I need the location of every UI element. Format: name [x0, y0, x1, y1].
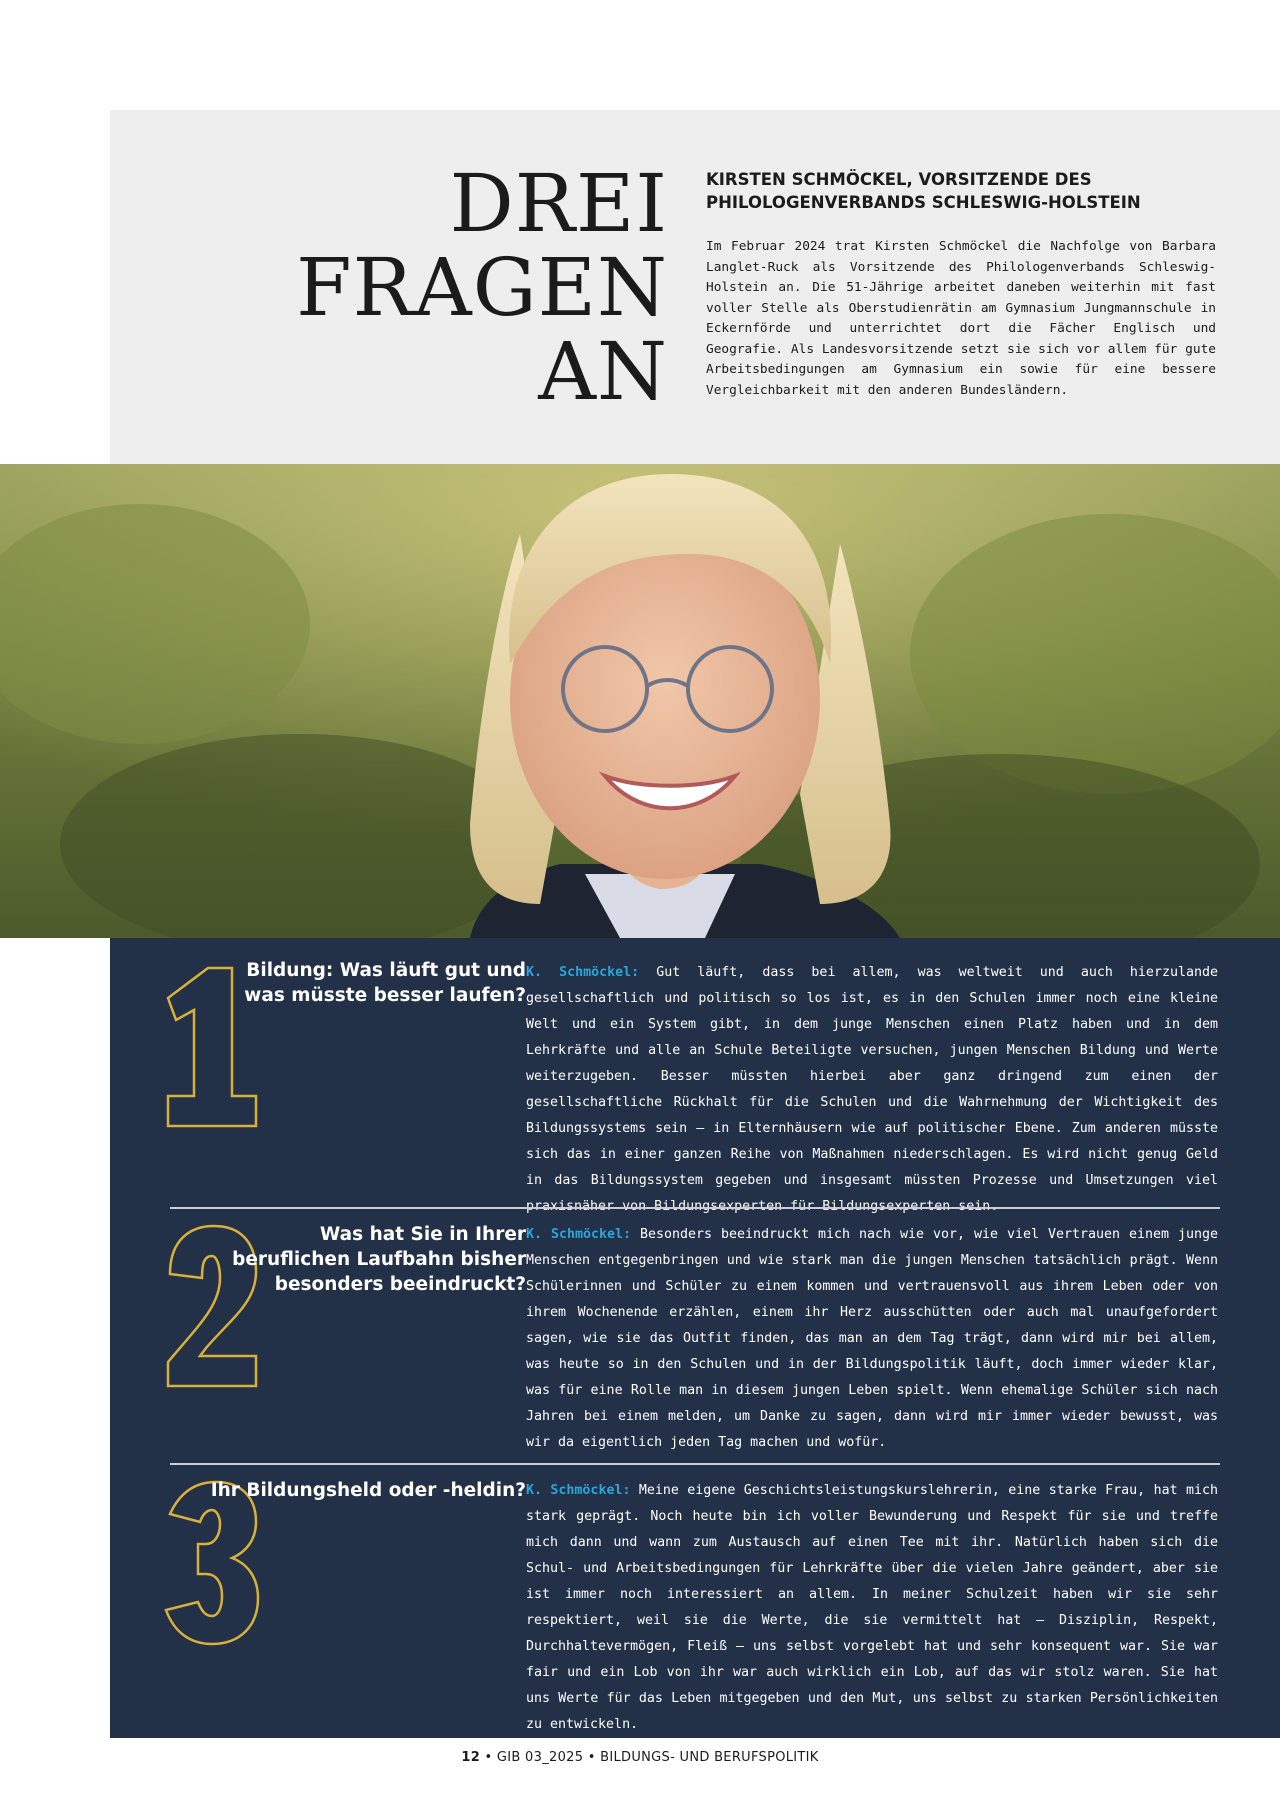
portrait-photo	[0, 464, 1280, 938]
question-2: Was hat Sie in Ihrer beruflichen Laufbahn bisher besonders beeindruckt?	[232, 1224, 526, 1295]
answer-2	[526, 1222, 1218, 1456]
intro-paragraph: Im Februar 2024 trat Kirsten Schmöckel die Nachfolge von Barbara Langlet-Ruck als Vorsitzende des Philologenverbands Schleswig-Holstein an. Die 51-Jährige arbeitet daneben weiterhin mit fast voller Stelle als Oberstudienrätin am Gymnasium Jungmannschule in Eckernförde und unterrichtet dort die Fächer Englisch und Geografie. Als Landesvorsitzende setzt sie sich vor allem für gute Arbeitsbedingungen am Gymnasium ein sowie für eine bessere Vergleichbarkeit mit den anderen Bundesländern.	[706, 239, 1216, 398]
qa-item-3	[110, 1464, 1280, 1734]
qa-item-1	[110, 938, 1280, 1193]
answer-text: Meine eigene Geschichtsleistungskurslehrerin, eine starke Frau, hat mich stark geprägt. Noch heute bin ich voller Bewunderung und Respekt für sie und treffe mich dann und wann zum Austausch auf einen Tee mit ihr. Natürlich haben sich die Schul- und Arbeitsbedingungen für Lehrkräfte über die vielen Jahre geändert, aber sie ist immer noch interessiert an allem. In meiner Schulzeit haben wir sie sehr respektiert, weil sie die Werte, die sie vermittelt hat – Disziplin, Respekt, Durchhaltevermögen, Fleiß – uns selbst vorgelebt hat und sehr konsequent war. Sie war fair und ein Lob von ihr war auch wirklich ein Lob, auf das wir stolz waren. Sie hat uns Werte für das Leben mitgegeben und den Mut, uns selbst zu starken Persönlichkeiten zu entwickeln.	[526, 1483, 1218, 1732]
answer-3	[526, 1478, 1218, 1738]
header-box	[110, 110, 1280, 464]
title-line-3: AN	[538, 325, 668, 418]
question-3: Ihr Bildungsheld oder -heldin?	[210, 1480, 526, 1501]
numeral-3-icon	[162, 1478, 262, 1648]
title-line-1: DREI	[449, 157, 668, 250]
question-1: Bildung: Was läuft gut und was müsste besser laufen?	[244, 960, 526, 1006]
answer-text: Besonders beeindruckt mich nach wie vor, wie viel Vertrauen einem junge Menschen entgegenbringen und wie stark man die jungen Menschen tatsächlich prägt. Wenn Schülerinnen und Schüler zu einem kommen und vertrauensvoll aus ihrem Leben oder von ihrem Wochenende erzählen, einem ihr Herz ausschütten oder auch mal unaufgefordert sagen, wie sie das Outfit finden, das man an dem Tag trägt, dann wird mir bei allem, was heute so in den Schulen und in der Bildungspolitik läuft, doch immer wieder klar, was für eine Rolle man in diesem jungen Leben spielt. Wenn ehemalige Schüler sich nach Jahren bei einem melden, um Danke zu sagen, dann wird mir immer wieder bewusst, was wir da eigentlich jeden Tag machen und wofür.	[526, 1227, 1218, 1450]
page-footer	[0, 1750, 1280, 1765]
speaker-label: K. Schmöckel:	[526, 965, 640, 980]
qa-item-2	[110, 1208, 1280, 1453]
speaker-label: K. Schmöckel:	[526, 1227, 632, 1242]
page-title	[110, 157, 668, 418]
page-number: 12	[461, 1750, 481, 1765]
subject-heading: KIRSTEN SCHMÖCKEL, VORSITZENDE DES PHILOLOGENVERBANDS SCHLESWIG-HOLSTEIN	[706, 170, 1141, 212]
qa-panel	[110, 938, 1280, 1738]
answer-text: Gut läuft, dass bei allem, was weltweit und auch hierzulande gesellschaftlich und politisch so los ist, es in den Schulen immer noch eine kleine Welt und ein System gibt, in dem junge Menschen einen Platz haben und in dem Lehrkräfte und alle an Schule Beteiligte versuchen, jungen Menschen Bildung und Werte weiterzugeben. Besser müssten hierbei aber ganz dringend zum einen der gesellschaftliche Rückhalt für die Schulen und die Wahrnehmung der Wichtigkeit des Bildungssystems sein – in Elternhäusern wie auf politischer Ebene. Zum anderen müsste sich das in einer ganzen Reihe von Maßnahmen niederschlagen. Es wird nicht genug Geld in das Bildungssystem gegeben und insgesamt müssten Prozesse und Umsetzungen viel	[526, 965, 1218, 1188]
title-line-2: FRAGEN	[296, 241, 668, 334]
speaker-label: K. Schmöckel:	[526, 1483, 631, 1498]
footer-text: • GIB 03_2025 • BILDUNGS- UND BERUFSPOLITIK	[480, 1750, 819, 1765]
answer-1	[526, 960, 1218, 1220]
